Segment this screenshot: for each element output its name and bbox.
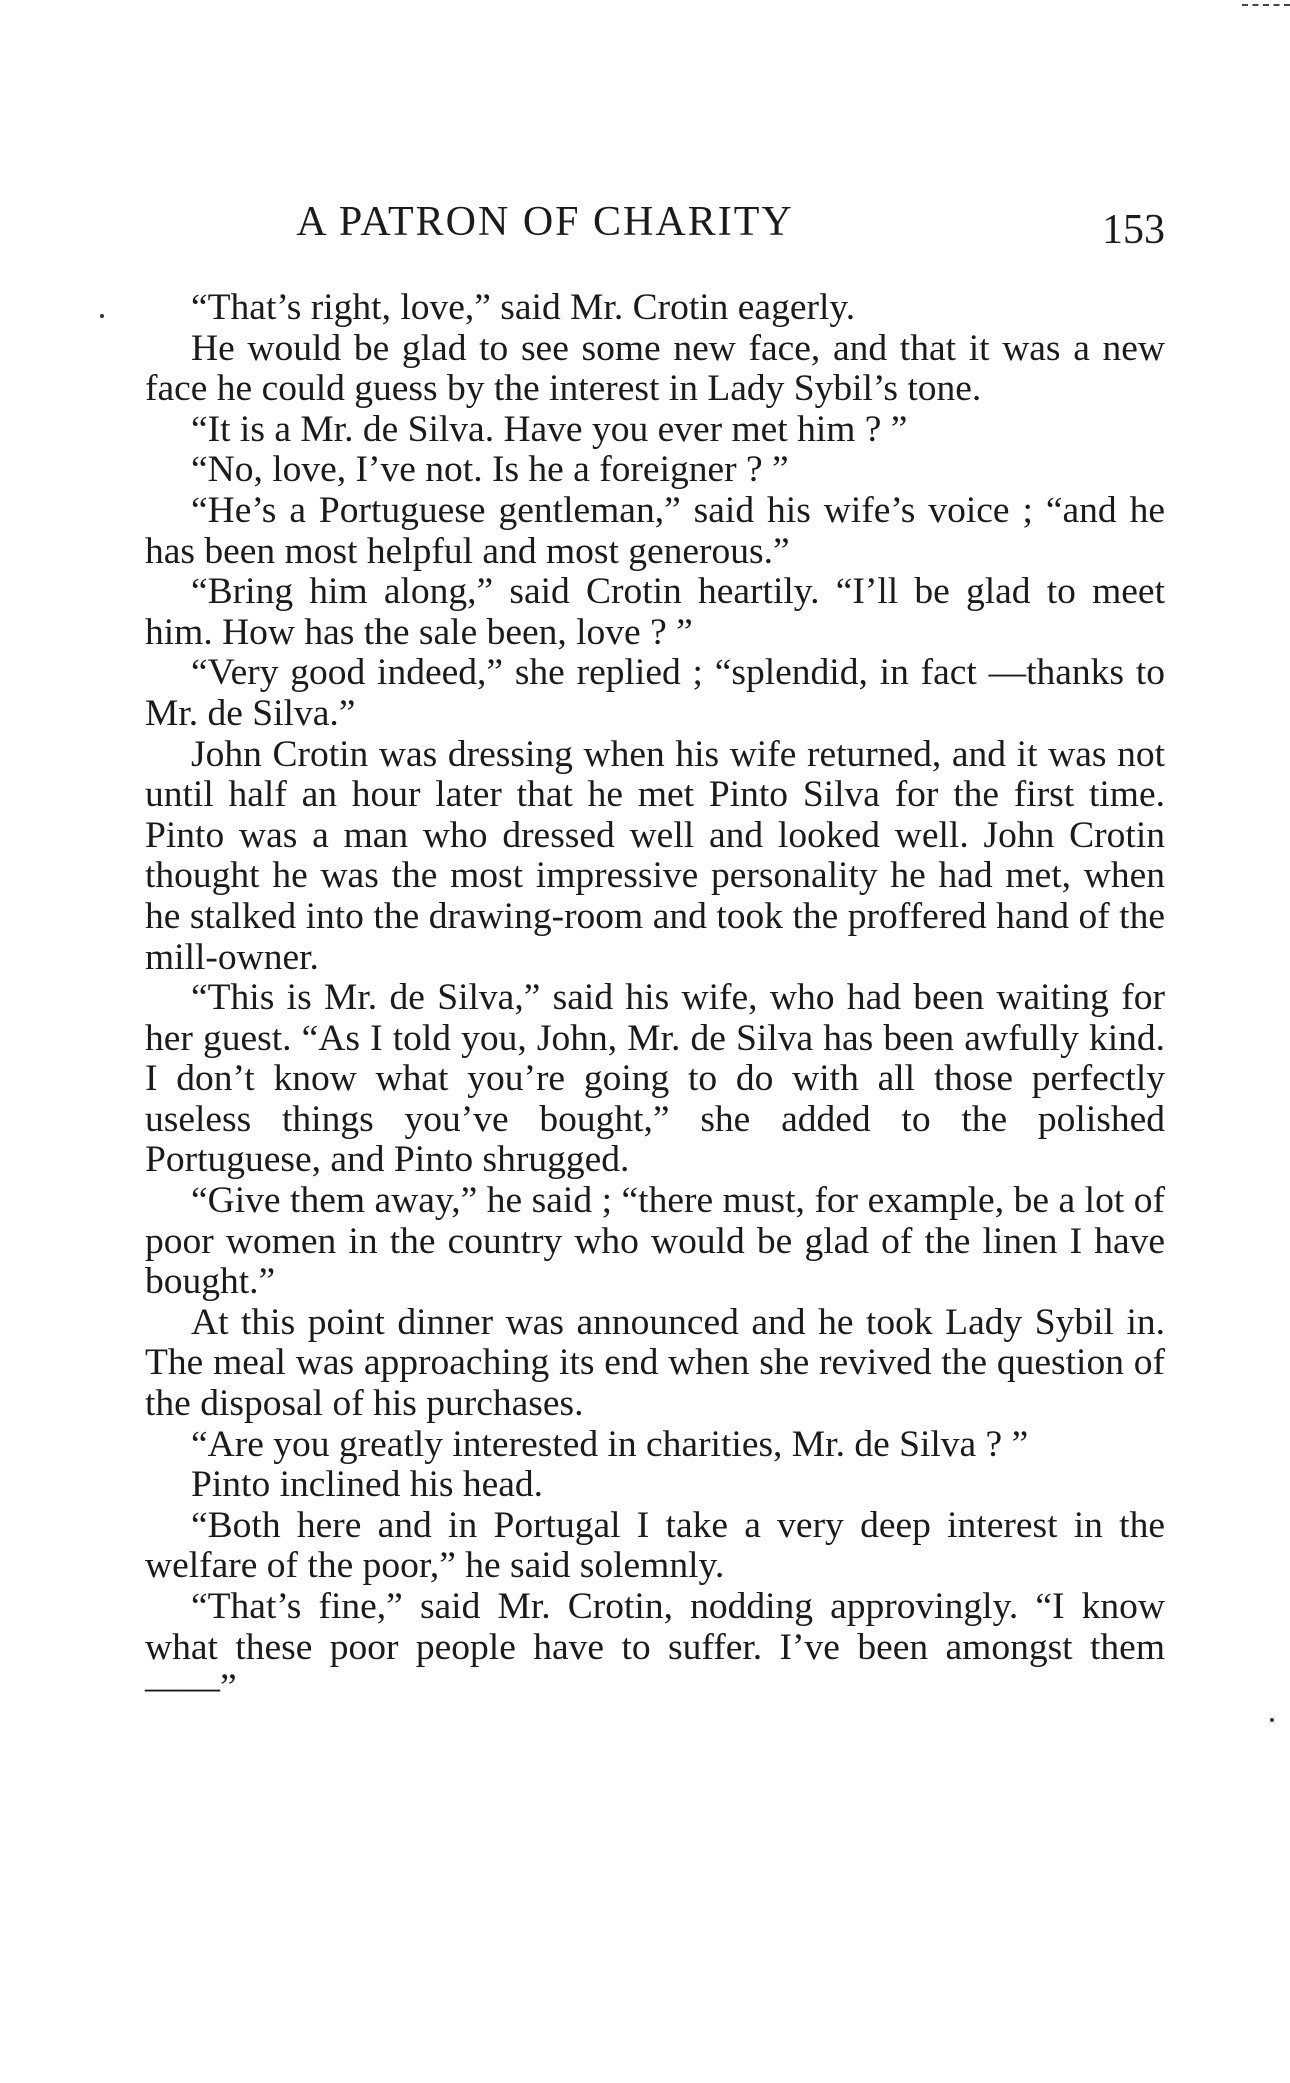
page-header bbox=[145, 198, 1165, 258]
paragraph: “That’s fine,” said Mr. Crotin, nodding approvingly. “I know what these poor people have to suffer. I’ve been amongst them——” bbox=[145, 1586, 1165, 1709]
paragraph: “Very good indeed,” she replied ; “splendid, in fact —thanks to Mr. de Silva.” bbox=[145, 652, 1165, 734]
paragraph: John Crotin was dressing when his wife returned, and it was not until half an hour later that he met Pinto Silva for the first time. Pinto was a man who dressed well and looked well. John Crotin thought he was the most impressive personality he had met, when he stalked into the drawing-room and took the proffered hand of the mill-owner. bbox=[145, 733, 1165, 978]
scan-speck bbox=[1270, 1718, 1274, 1722]
paragraph: He would be glad to see some new face, and that it was a new face he could guess by the interest in Lady Sybil’s tone. bbox=[145, 327, 1165, 410]
paragraph: “That’s right, love,” said Mr. Crotin eagerly. bbox=[191, 287, 856, 328]
scan-edge-mark bbox=[1242, 4, 1290, 6]
paragraph: “This is Mr. de Silva,” said his wife, who had been waiting for her guest. “As I told you, John, Mr. de Silva has been awfully kind. I don’t know what you’re going to do with all those perfectly useless things you’ve bought,” she added to the polished Portuguese, and Pinto shrugged. bbox=[145, 977, 1165, 1181]
paragraph: “No, love, I’ve not. Is he a foreigner ? ” bbox=[191, 449, 789, 491]
paragraph: At this point dinner was announced and he took Lady Sybil in. The meal was approaching its end when she revived the question of the disposal of his purchases. bbox=[145, 1301, 1165, 1425]
paragraph: “He’s a Portuguese gentleman,” said his wife’s voice ; “and he has been most helpful and most generous.” bbox=[145, 489, 1165, 572]
paragraph: “Give them away,” he said ; “there must, for example, be a lot of poor women in the country who would be glad of the linen I have bought.” bbox=[145, 1180, 1165, 1303]
page-number: 153 bbox=[1102, 207, 1165, 253]
paragraph: “It is a Mr. de Silva. Have you ever met him ? ” bbox=[191, 408, 908, 450]
scan-speck bbox=[100, 314, 104, 318]
paragraph: “Are you greatly interested in charities, Mr. de Silva ? ” bbox=[191, 1423, 1029, 1465]
running-title: A PATRON OF CHARITY bbox=[296, 199, 794, 245]
paragraph: “Bring him along,” said Crotin heartily. “I’ll be glad to meet him. How has the sale been, love ? ” bbox=[145, 571, 1165, 653]
body-text bbox=[145, 288, 1165, 1709]
paragraph: “Both here and in Portugal I take a very deep interest in the welfare of the poor,” he said solemnly. bbox=[145, 1504, 1165, 1587]
paragraph: Pinto inclined his head. bbox=[191, 1464, 544, 1506]
